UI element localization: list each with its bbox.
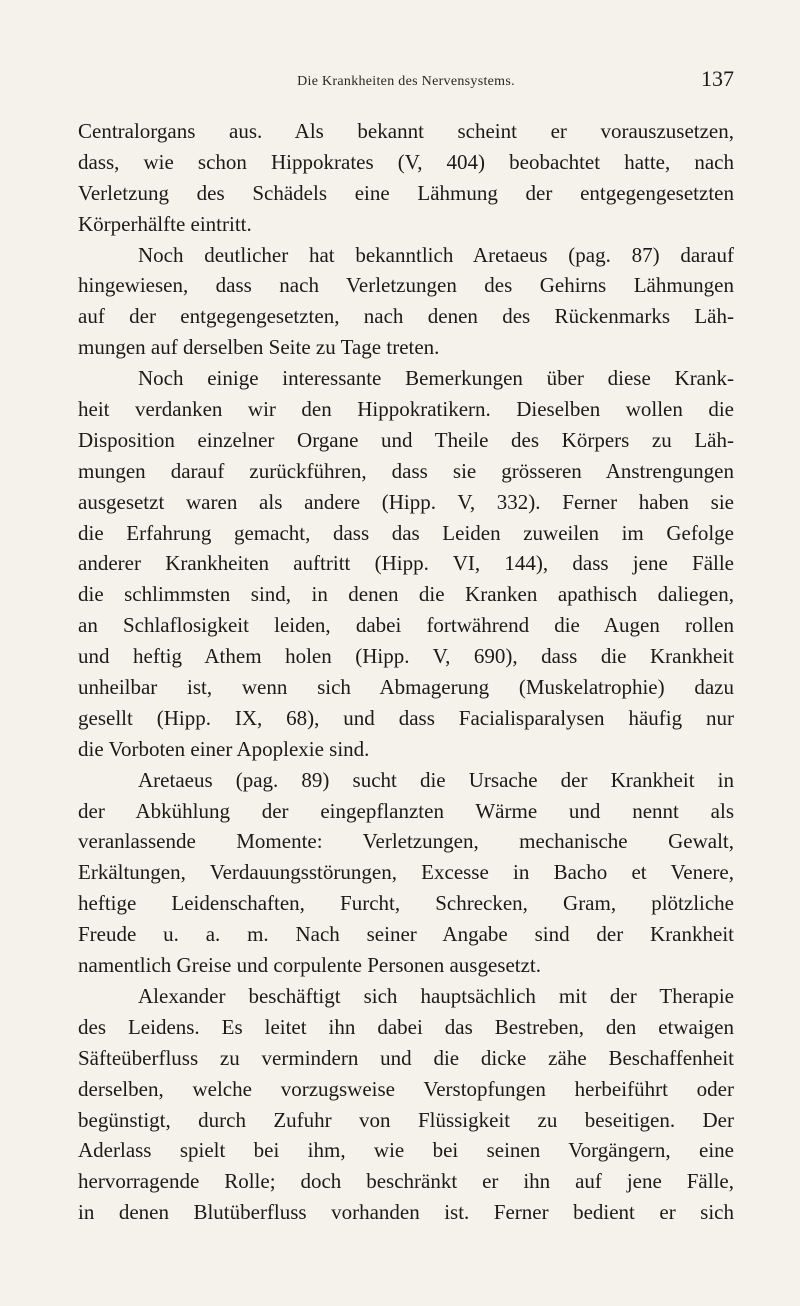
paragraph-4 <box>78 765 734 981</box>
text-line: in denen Blutüberfluss vorhanden ist. Ferner bedient er sich <box>78 1200 734 1225</box>
text-line: Erkältungen, Verdauungsstörungen, Excesse in Bacho et Venere, <box>78 860 734 885</box>
text-line: heftige Leidenschaften, Furcht, Schrecken, Gram, plötzliche <box>78 891 734 916</box>
text-line: Disposition einzelner Organe und Theile des Körpers zu Läh- <box>78 427 734 452</box>
text-line: derselben, welche vorzugsweise Verstopfungen herbeiführt oder <box>78 1076 734 1101</box>
text-line: Freude u. a. m. Nach seiner Angabe sind der Krankheit <box>78 922 734 947</box>
text-line: Aderlass spielt bei ihm, wie bei seinen Vorgängern, eine <box>78 1138 734 1163</box>
text-line: Noch deutlicher hat bekanntlich Aretaeus (pag. 87) darauf <box>138 242 734 267</box>
text-line: veranlassende Momente: Verletzungen, mechanische Gewalt, <box>78 829 734 854</box>
text-line: mungen auf derselben Seite zu Tage treten. <box>78 335 440 360</box>
paragraph-2 <box>78 240 734 364</box>
paragraph-3 <box>78 363 734 765</box>
text-line: an Schlaflosigkeit leiden, dabei fortwährend die Augen rollen <box>78 613 734 638</box>
text-line: mungen darauf zurückführen, dass sie grösseren Anstrengungen <box>78 458 734 483</box>
text-line: Körperhälfte eintritt. <box>78 211 252 236</box>
text-line: hervorragende Rolle; doch beschränkt er ihn auf jene Fälle, <box>78 1169 734 1194</box>
paragraph-5 <box>78 981 734 1228</box>
text-line: ausgesetzt waren als andere (Hipp. V, 332). Ferner haben sie <box>78 489 734 514</box>
text-line: namentlich Greise und corpulente Personen ausgesetzt. <box>78 953 542 978</box>
running-title: Die Krankheiten des Nervensystems. <box>297 74 515 89</box>
text-line: begünstigt, durch Zufuhr von Flüssigkeit zu beseitigen. Der <box>78 1107 734 1132</box>
text-line: dass, wie schon Hippokrates (V, 404) beobachtet hatte, nach <box>78 149 734 174</box>
text-line: des Leidens. Es leitet ihn dabei das Bestreben, den etwaigen <box>78 1014 734 1039</box>
text-line: und heftig Athem holen (Hipp. V, 690), dass die Krankheit <box>78 644 734 669</box>
text-line: die Vorboten einer Apoplexie sind. <box>78 736 370 761</box>
page-number: 137 <box>701 66 734 91</box>
text-line: heit verdanken wir den Hippokratikern. Dieselben wollen die <box>78 397 734 422</box>
paragraph-1 <box>78 116 734 240</box>
text-line: die schlimmsten sind, in denen die Kranken apathisch daliegen, <box>78 582 734 607</box>
text-line: Verletzung des Schädels eine Lähmung der entgegengesetzten <box>78 180 734 205</box>
text-line: Säfteüberfluss zu vermindern und die dicke zähe Beschaffenheit <box>78 1045 734 1070</box>
text-line: der Abkühlung der eingepflanzten Wärme und nennt als <box>78 798 734 823</box>
text-line: hingewiesen, dass nach Verletzungen des Gehirns Lähmungen <box>78 273 734 298</box>
text-line: Aretaeus (pag. 89) sucht die Ursache der Krankheit in <box>138 767 734 792</box>
body-text <box>78 116 734 1228</box>
text-line: anderer Krankheiten auftritt (Hipp. VI, 144), dass jene Fälle <box>78 551 734 576</box>
running-head <box>78 66 734 96</box>
text-line: Centralorgans aus. Als bekannt scheint er vorauszusetzen, <box>78 119 734 143</box>
text-line: gesellt (Hipp. IX, 68), und dass Facialisparalysen häufig nur <box>78 705 734 730</box>
text-line: unheilbar ist, wenn sich Abmagerung (Muskelatrophie) dazu <box>78 675 734 700</box>
text-line: die Erfahrung gemacht, dass das Leiden zuweilen im Gefolge <box>78 520 734 545</box>
text-line: auf der entgegengesetzten, nach denen des Rückenmarks Läh- <box>78 304 734 329</box>
text-line: Alexander beschäftigt sich hauptsächlich mit der Therapie <box>138 983 734 1008</box>
text-line: Noch einige interessante Bemerkungen über diese Krank- <box>138 366 734 391</box>
